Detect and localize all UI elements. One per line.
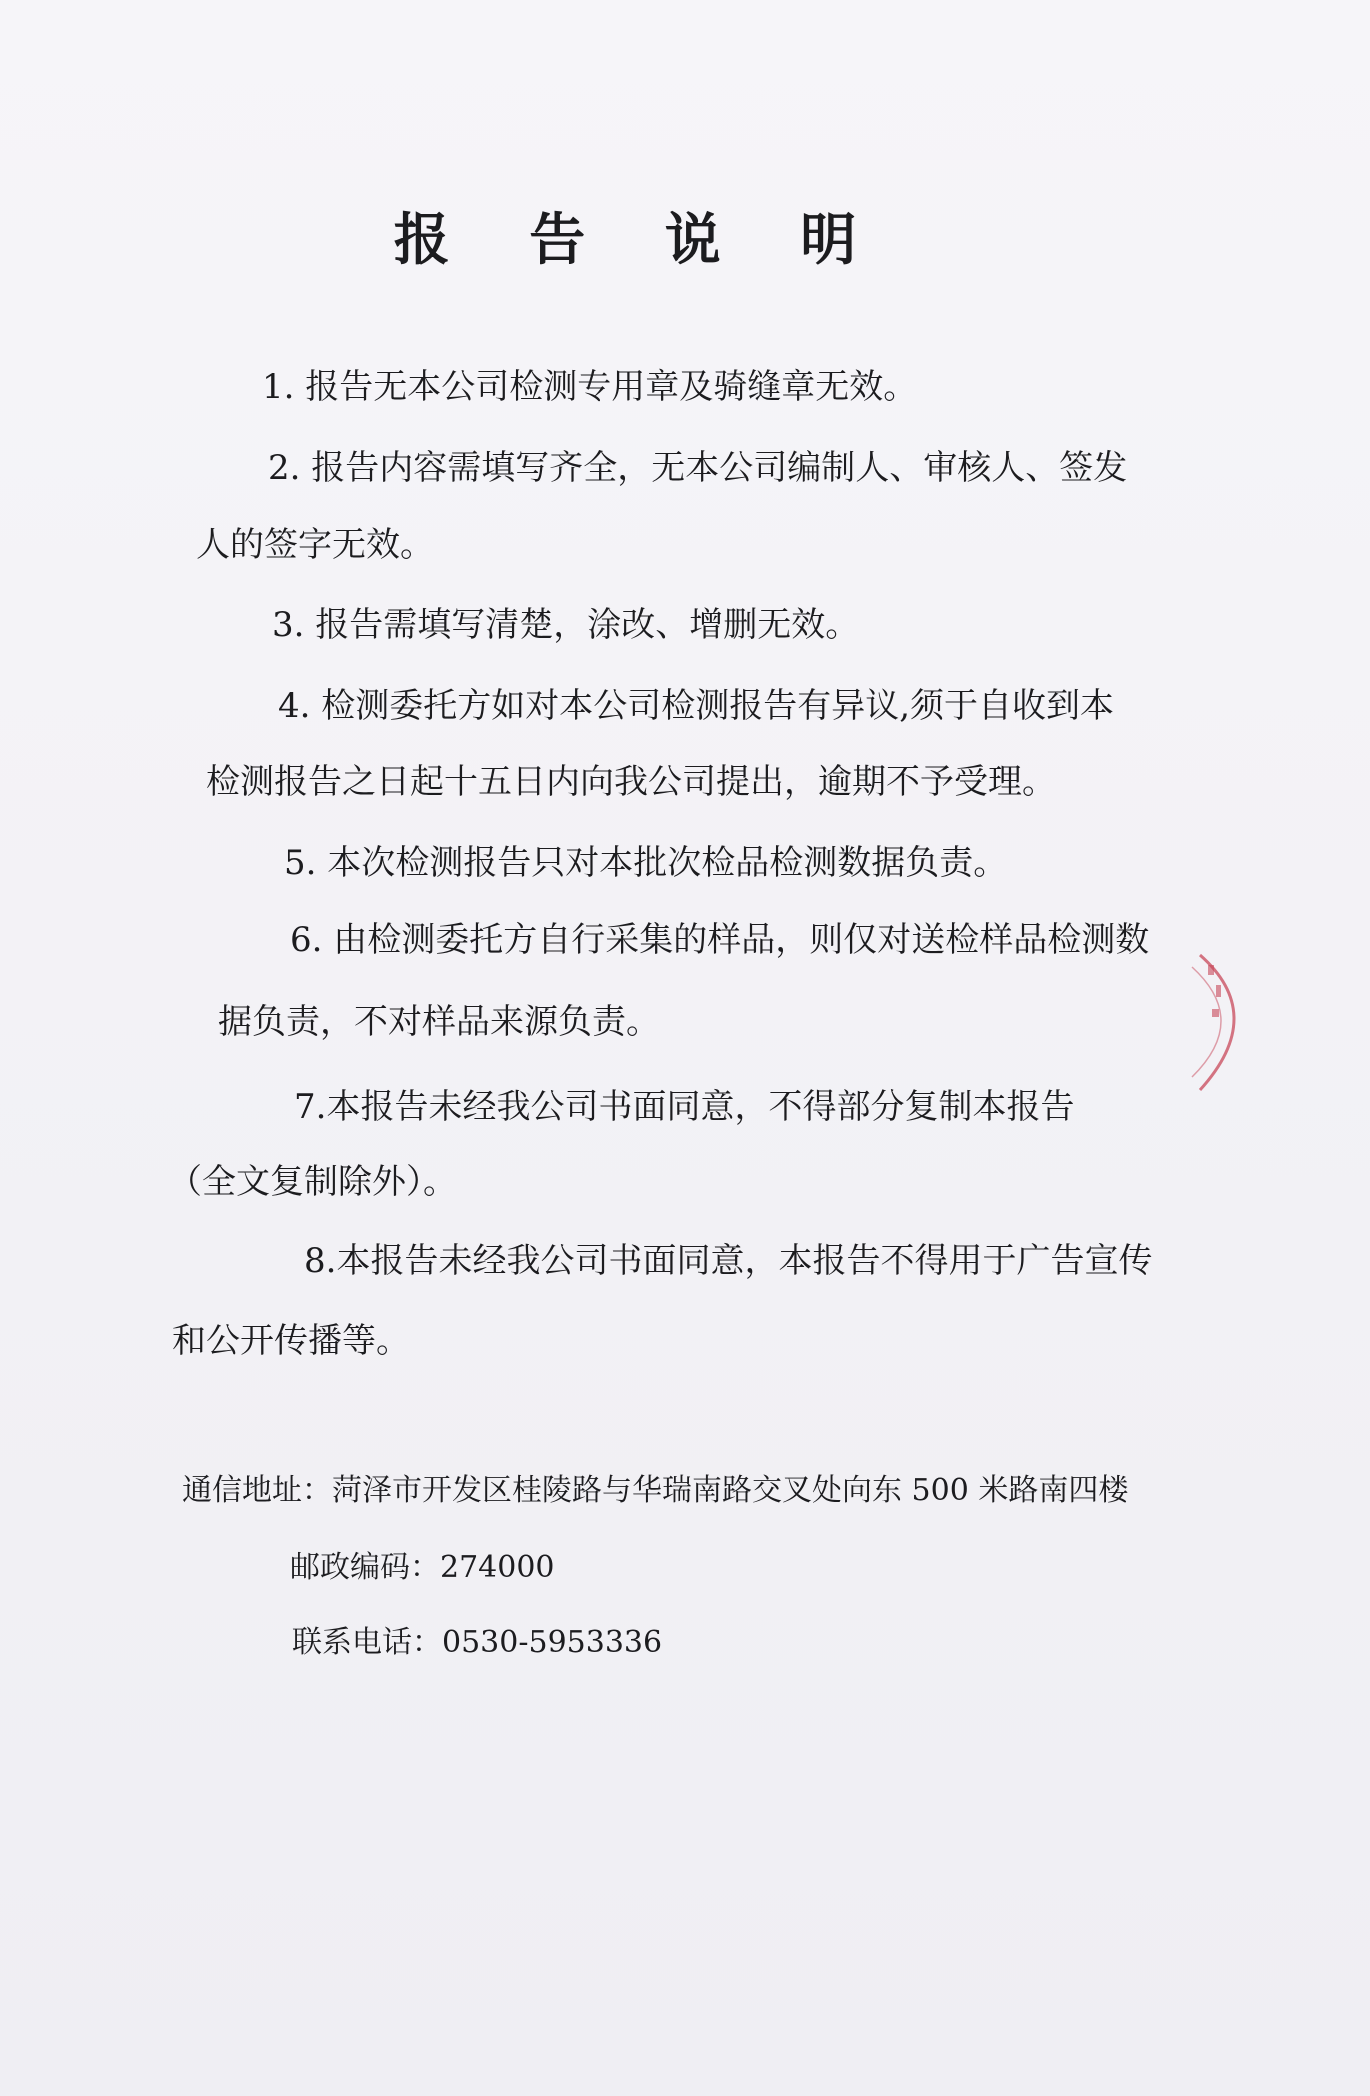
contact-address: 通信地址：菏泽市开发区桂陵路与华瑞南路交叉处向东 500 米路南四楼 (182, 1473, 1129, 1508)
note-item-7-continuation: （全文复制除外）。 (168, 1162, 457, 1202)
note-item-4-continuation: 检测报告之日起十五日内向我公司提出，逾期不予受理。 (206, 762, 1056, 802)
note-item-8: 8.本报告未经我公司书面同意，本报告不得用于广告宣传 (304, 1241, 1153, 1281)
note-item-8-continuation: 和公开传播等。 (172, 1321, 410, 1361)
contact-phone: 联系电话：0530-5953336 (292, 1625, 663, 1660)
contact-postcode: 邮政编码：274000 (290, 1550, 555, 1585)
partial-seal-stamp (1180, 945, 1270, 1095)
note-item-2: 2. 报告内容需填写齐全，无本公司编制人、审核人、签发 (268, 448, 1128, 488)
note-item-4: 4. 检测委托方如对本公司检测报告有异议,须于自收到本 (278, 686, 1115, 726)
note-item-1: 1. 报告无本公司检测专用章及骑缝章无效。 (262, 367, 918, 407)
note-item-5: 5. 本次检测报告只对本批次检品检测数据负责。 (284, 843, 1008, 883)
note-item-7: 7.本报告未经我公司书面同意，不得部分复制本报告 (294, 1087, 1075, 1127)
note-item-2-continuation: 人的签字无效。 (196, 525, 434, 565)
note-item-6-continuation: 据负责，不对样品来源负责。 (218, 1002, 660, 1042)
note-item-3: 3. 报告需填写清楚，涂改、增删无效。 (272, 605, 860, 645)
note-item-6: 6. 由检测委托方自行采集的样品，则仅对送检样品检测数 (290, 920, 1150, 960)
document-title: 报 告 说 明 (393, 207, 887, 273)
